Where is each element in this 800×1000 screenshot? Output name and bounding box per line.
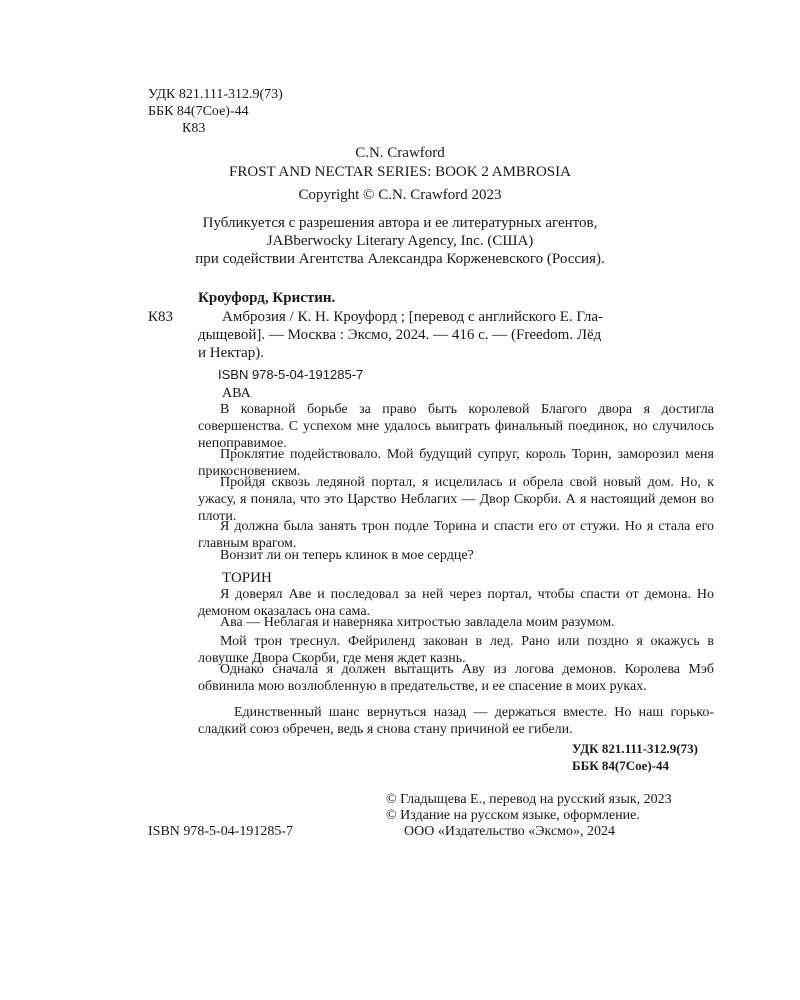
original-author: C.N. Crawford [355,145,445,161]
footer-isbn: ISBN 978-5-04-191285-7 [148,824,294,839]
torin-paragraph-5: Единственный шанс вернуться назад — держаться вместе. Но наш горько-сладкий союз обречен, ведь я снова стану причиной ее гибели. [198,705,714,737]
bottom-udk-code: УДК 821.111-312.9(73) [572,741,698,756]
ava-paragraph-2: Проклятие подействовало. Мой будущий супруг, король Торин, заморозил меня прикосновением. [198,447,714,479]
torin-paragraph-3: Мой трон треснул. Фейриленд закован в лед. Рано или поздно я окажусь в ловушке Двора Скорби, где меня ждет казнь. [198,634,714,666]
catalog-description-line-3: и Нектар). [198,345,264,361]
bbk-code: ББК 84(7Сое)-44 [148,104,249,119]
ava-paragraph-5: Вонзит ли он теперь клинок в мое сердце? [220,548,474,563]
publisher-copyright: ООО «Издательство «Эксмо», 2024 [404,824,616,839]
permission-line-2: JABberwocky Literary Agency, Inc. (США) [266,233,534,249]
udk-code: УДК 821.111-312.9(73) [148,87,283,102]
catalog-description-line-1: Амброзия / К. Н. Кроуфорд ; [перевод с английского Е. Гла- [222,309,604,325]
catalog-mark: К83 [148,309,174,325]
author-mark: К83 [182,121,206,136]
original-copyright: Copyright © C.N. Crawford 2023 [298,187,502,203]
permission-line-3: при содействии Агентства Александра Корженевского (Россия). [195,251,605,267]
torin-paragraph-2: Ава — Неблагая и наверняка хитростью завладела моим разумом. [220,615,615,630]
ava-heading: АВА [222,386,251,401]
ava-paragraph-1: В коварной борьбе за право быть королевой Благого двора я достигла совершенства. С успехом мне удалось выиграть финальный поединок, но случилось непоправимое. [198,402,714,451]
ava-paragraph-4: Я должна была занять трон подле Торина и спасти его от стужи. Но я стала его главным врагом. [198,519,714,551]
torin-heading: ТОРИН [222,570,272,586]
catalog-description-line-2: дыщевой]. — Москва : Эксмо, 2024. — 416 с. — (Freedom. Лёд [198,327,602,343]
catalog-isbn: ISBN 978-5-04-191285-7 [218,367,364,382]
translation-copyright: © Гладыщева Е., перевод на русский язык, 2023 [386,792,672,807]
edition-copyright: © Издание на русском языке, оформление. [386,808,640,823]
bottom-bbk-code: ББК 84(7Сое)-44 [572,758,670,773]
ava-paragraph-3: Пройдя сквозь ледяной портал, я исцелилась и обрела свой новый дом. Но, к ужасу, я поняла, что это Царство Неблагих — Двор Скорби. А я настоящий демон во плоти. [198,475,714,524]
torin-paragraph-4: Однако сначала я должен вытащить Аву из логова демонов. Королева Мэб обвинила мою возлюбленную в предательстве, и ее спасение в моих руках. [198,662,714,694]
torin-paragraph-1: Я доверял Аве и последовал за ней через портал, чтобы спасти от демона. Но демоном оказалась она сама. [198,587,714,619]
original-series: FROST AND NECTAR SERIES: BOOK 2 AMBROSIA [229,164,571,180]
catalog-heading: Кроуфорд, Кристин. [198,290,336,306]
permission-line-1: Публикуется с разрешения автора и ее литературных агентов, [202,215,598,231]
